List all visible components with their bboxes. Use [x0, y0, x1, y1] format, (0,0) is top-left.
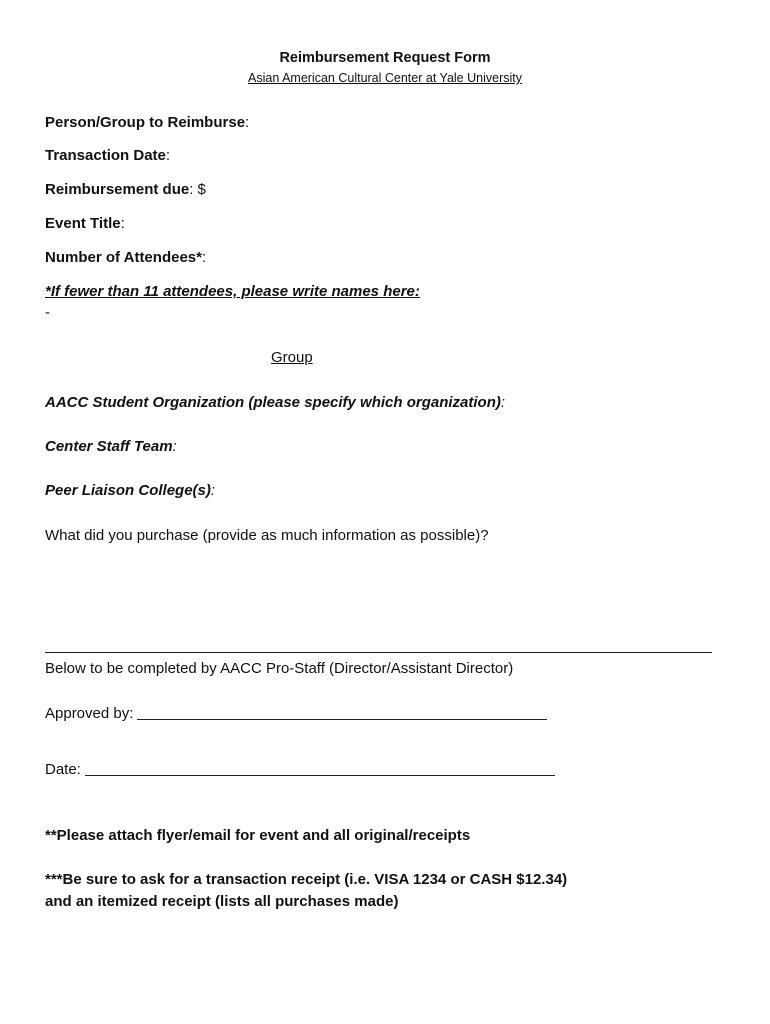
field-number-attendees [45, 250, 206, 265]
group-option-staff-team-label: Center Staff Team [45, 438, 173, 455]
staff-section-intro: Below to be completed by AACC Pro-Staff (Director/Assistant Director) [45, 660, 514, 677]
field-event-title-suffix: : [120, 215, 125, 232]
approved-by-signature-line [137, 719, 547, 720]
date-label: Date: [45, 761, 81, 778]
group-option-student-org [45, 395, 505, 410]
field-number-attendees-suffix: : [201, 249, 207, 266]
field-reimbursement-due-label: Reimbursement due [45, 181, 190, 198]
group-option-student-org-label: AACC Student Organization (please specify which organization) [45, 394, 501, 411]
group-option-peer-liaison-suffix: : [210, 482, 216, 499]
field-reimbursement-due-suffix: : $ [189, 181, 206, 198]
group-heading: Group [271, 349, 313, 366]
date-row [45, 762, 555, 777]
field-event-title-label: Event Title [45, 215, 121, 232]
field-transaction-date-label: Transaction Date [45, 147, 166, 164]
date-signature-line [85, 775, 555, 776]
purchase-question: What did you purchase (provide as much information as possible)? [45, 527, 489, 544]
receipt-note-line2: and an itemized receipt (lists all purchases made) [45, 893, 399, 910]
group-option-staff-team [45, 439, 177, 454]
attendee-names-dash: - [45, 304, 50, 321]
group-option-staff-team-suffix: : [172, 438, 177, 455]
attendee-names-note: *If fewer than 11 attendees, please write names here: [45, 283, 420, 300]
field-event-title [45, 216, 125, 231]
field-person-group [45, 115, 249, 130]
form-title: Reimbursement Request Form [279, 50, 491, 66]
group-option-peer-liaison-label: Peer Liaison College(s) [45, 482, 211, 499]
section-divider-line [45, 652, 712, 653]
field-person-group-suffix: : [245, 114, 250, 131]
receipt-note-line1: ***Be sure to ask for a transaction receipt (i.e. VISA 1234 or CASH $12.34) [45, 871, 568, 888]
approved-by-row [45, 706, 547, 721]
field-reimbursement-due [45, 182, 206, 197]
group-option-student-org-suffix: : [500, 394, 506, 411]
field-transaction-date [45, 148, 170, 163]
form-subtitle: Asian American Cultural Center at Yale University [248, 71, 522, 85]
group-option-peer-liaison [45, 483, 215, 498]
attach-note: **Please attach flyer/email for event and all original/receipts [45, 827, 471, 844]
field-person-group-label: Person/Group to Reimburse [45, 114, 246, 131]
field-number-attendees-label: Number of Attendees* [45, 249, 202, 266]
approved-by-label: Approved by: [45, 705, 134, 722]
field-transaction-date-suffix: : [165, 147, 171, 164]
